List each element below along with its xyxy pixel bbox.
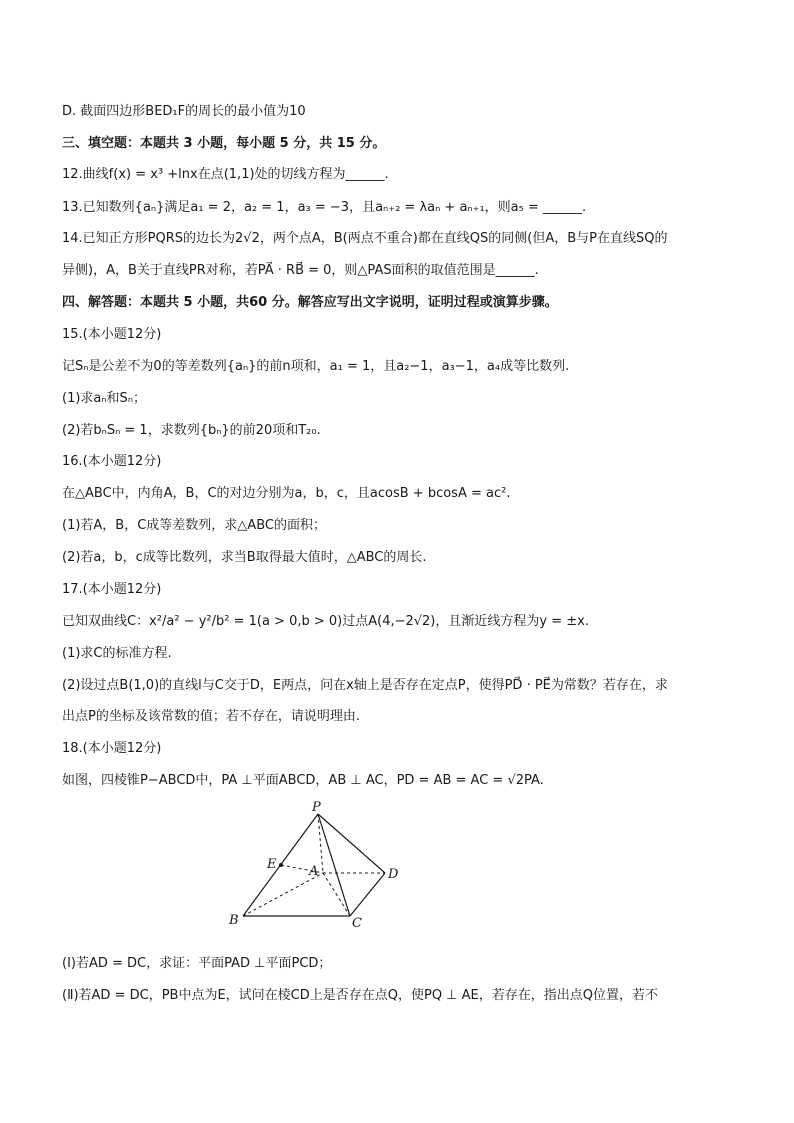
point-e-dot — [279, 863, 283, 867]
edge-ba — [243, 873, 323, 916]
pyramid-diagram — [225, 800, 405, 930]
label-b: B — [229, 913, 239, 928]
question-14-line-1: 14.已知正方形PQRS的边长为2√2，两个点A，B(两点不重合)都在直线QS的同侧(但A，B与P在直线SQ的 — [62, 231, 668, 246]
edge-pc — [318, 814, 350, 916]
question-15-stem: 记Sₙ是公差不为0的等差数列{aₙ}的前n项和，a₁ = 1，且a₂−1，a₃−1，a₄成等比数列. — [62, 359, 570, 374]
question-13: 13.已知数列{aₙ}满足a₁ = 2，a₂ = 1，a₃ = −3，且aₙ₊₂ = λaₙ + aₙ₊₁，则a₅ = ______. — [62, 200, 587, 215]
section-three-heading: 三、填空题：本题共 3 小题，每小题 5 分，共 15 分。 — [62, 136, 386, 151]
edge-ac — [323, 873, 350, 916]
label-p: P — [312, 800, 321, 815]
edge-cd — [350, 873, 385, 916]
question-15-part-1: (1)求aₙ和Sₙ； — [62, 391, 146, 406]
question-17-title: 17.(本小题12分) — [62, 582, 162, 597]
question-16-stem: 在△ABC中，内角A，B，C的对边分别为a，b，c，且acosB + bcosA = ac². — [62, 486, 511, 501]
option-d-text: D. 截面四边形BED₁F的周长的最小值为10 — [62, 104, 306, 119]
question-16-part-2: (2)若a，b，c成等比数列，求当B取得最大值时，△ABC的周长. — [62, 550, 427, 565]
question-17-part-2-line-2: 出点P的坐标及该常数的值；若不存在，请说明理由. — [62, 709, 360, 724]
question-17-stem: 已知双曲线C：x²/a² − y²/b² = 1(a > 0,b > 0)过点A(4,−2√2)，且渐近线方程为y = ±x. — [62, 614, 589, 629]
pyramid-figure — [225, 800, 405, 930]
question-16-title: 16.(本小题12分) — [62, 454, 162, 469]
question-17-part-2-line-1: (2)设过点B(1,0)的直线l与C交于D，E两点，问在x轴上是否存在定点P，使得PD⃗ · PE⃗为常数？若存在，求 — [62, 678, 668, 693]
question-17-part-1: (1)求C的标准方程. — [62, 646, 172, 661]
question-18-part-1: (Ⅰ)若AD = DC，求证：平面PAD ⊥平面PCD； — [62, 956, 332, 971]
question-16-part-1: (1)若A，B，C成等差数列，求△ABC的面积； — [62, 518, 326, 533]
question-14-line-2: 异侧)，A，B关于直线PR对称，若PA⃗ · RB⃗ = 0，则△PAS面积的取值范围是______. — [62, 263, 539, 278]
question-12: 12.曲线f(x) = x³ +lnx在点(1,1)处的切线方程为______. — [62, 167, 389, 182]
label-a: A — [309, 864, 319, 879]
question-18-part-2: (Ⅱ)若AD = DC，PB中点为E，试问在棱CD上是否存在点Q，使PQ ⊥ AE，若存在，指出点Q位置，若不 — [62, 988, 658, 1003]
edge-pd — [318, 814, 385, 873]
question-15-part-2: (2)若bₙSₙ = 1，求数列{bₙ}的前20项和T₂₀. — [62, 423, 321, 438]
label-d: D — [388, 867, 399, 882]
question-15-title: 15.(本小题12分) — [62, 327, 162, 342]
question-18-stem: 如图，四棱锥P−ABCD中，PA ⊥平面ABCD，AB ⊥ AC，PD = AB = AC = √2PA. — [62, 773, 544, 788]
section-four-heading: 四、解答题：本题共 5 小题，共60 分。解答应写出文字说明，证明过程或演算步骤。 — [62, 295, 558, 310]
question-18-title: 18.(本小题12分) — [62, 741, 162, 756]
label-c: C — [352, 916, 362, 930]
label-e: E — [267, 857, 277, 872]
